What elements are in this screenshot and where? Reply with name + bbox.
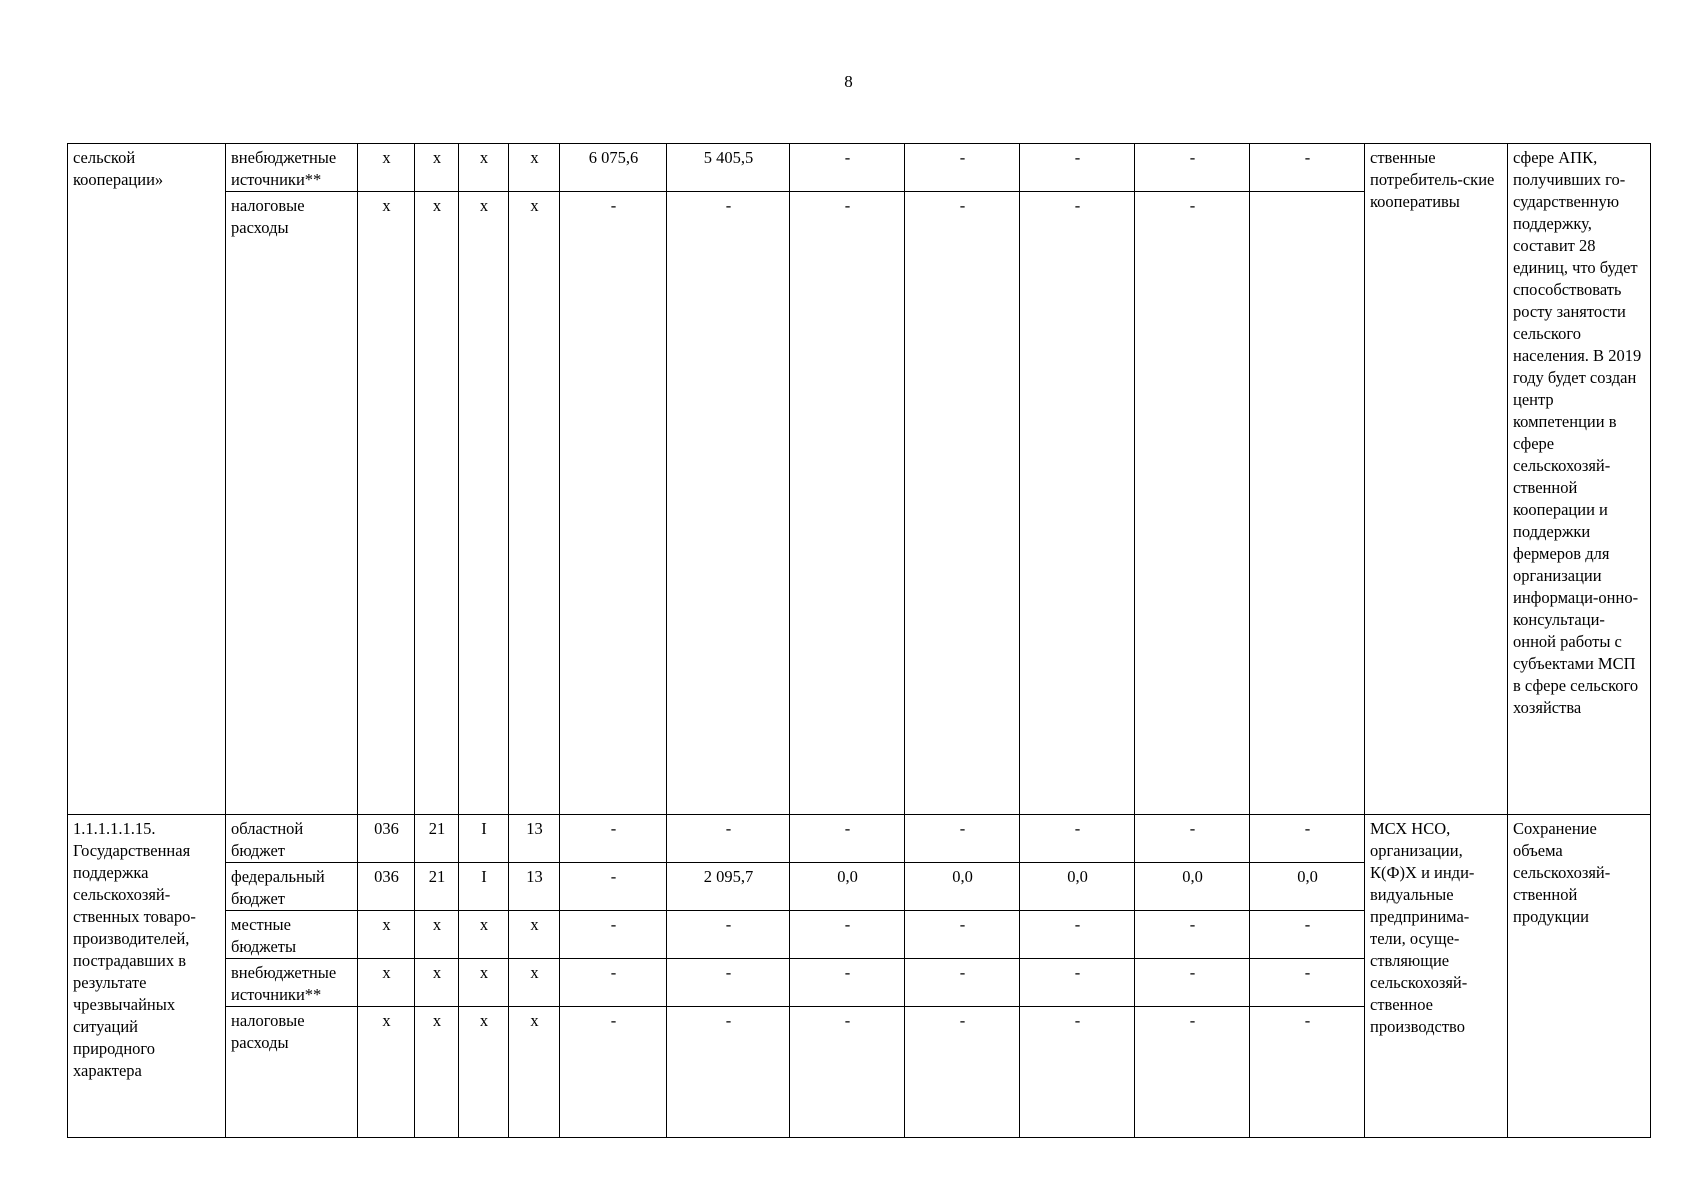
budget-code-cell: 13 bbox=[509, 863, 560, 911]
amount-cell: - bbox=[1250, 144, 1365, 192]
amount-cell: 0,0 bbox=[1135, 863, 1250, 911]
amount-cell: - bbox=[1020, 1007, 1135, 1138]
budget-code-cell: х bbox=[415, 144, 459, 192]
page-number: 8 bbox=[844, 72, 853, 91]
budget-code-cell: х bbox=[358, 959, 415, 1007]
activity-name-cell: сельской кооперации» bbox=[68, 144, 226, 815]
amount-cell: - bbox=[560, 959, 667, 1007]
amount-cell: - bbox=[1250, 1007, 1365, 1138]
table-row bbox=[68, 815, 1651, 863]
result-cell: Сохранение объема сельскохозяй-ственной продукции bbox=[1508, 815, 1651, 1138]
amount-cell: - bbox=[1135, 959, 1250, 1007]
amount-cell: - bbox=[790, 911, 905, 959]
program-activities-table bbox=[67, 143, 1651, 1138]
amount-cell: 2 095,7 bbox=[667, 863, 790, 911]
budget-code-cell: х bbox=[509, 192, 560, 815]
budget-code-cell: 036 bbox=[358, 863, 415, 911]
funding-source-cell: налоговые расходы bbox=[226, 1007, 358, 1138]
funding-source-cell: налоговые расходы bbox=[226, 192, 358, 815]
funding-source-cell: областной бюджет bbox=[226, 815, 358, 863]
amount-cell: - bbox=[905, 1007, 1020, 1138]
amount-cell: - bbox=[560, 911, 667, 959]
budget-code-cell: х bbox=[358, 192, 415, 815]
budget-code-cell: х bbox=[509, 1007, 560, 1138]
budget-code-cell: х bbox=[358, 911, 415, 959]
amount-cell: - bbox=[905, 959, 1020, 1007]
amount-cell: - bbox=[1250, 959, 1365, 1007]
amount-cell: - bbox=[905, 192, 1020, 815]
funding-source-cell: местные бюджеты bbox=[226, 911, 358, 959]
amount-cell: - bbox=[1020, 144, 1135, 192]
amount-cell: - bbox=[1020, 192, 1135, 815]
budget-code-cell: х bbox=[459, 144, 509, 192]
budget-code-cell: I bbox=[459, 863, 509, 911]
amount-cell: - bbox=[1250, 911, 1365, 959]
amount-cell: - bbox=[1020, 959, 1135, 1007]
budget-code-cell: х bbox=[459, 959, 509, 1007]
executor-cell: МСХ НСО, организации, К(Ф)Х и инди-видуальные предпринима-тели, осуще-ствляющие сельскохозяй-ственное производство bbox=[1365, 815, 1508, 1138]
funding-source-cell: федеральный бюджет bbox=[226, 863, 358, 911]
budget-code-cell: х bbox=[415, 959, 459, 1007]
amount-cell: - bbox=[1135, 911, 1250, 959]
budget-code-cell: х bbox=[415, 1007, 459, 1138]
budget-code-cell: х bbox=[509, 144, 560, 192]
amount-cell: - bbox=[790, 144, 905, 192]
result-cell: сфере АПК, получивших го-сударственную поддержку, составит 28 единиц, что будет способствовать росту занятости сельского населения. В 2019 году будет создан центр компетенции в сфере сельскохозяй-ственной кооперации и поддержки фермеров для организации информаци-онно-консультаци-онной работы с субъектами МСП в сфере сельского хозяйства bbox=[1508, 144, 1651, 815]
budget-code-cell: 13 bbox=[509, 815, 560, 863]
amount-cell: - bbox=[790, 1007, 905, 1138]
amount-cell: 6 075,6 bbox=[560, 144, 667, 192]
amount-cell: - bbox=[790, 959, 905, 1007]
amount-cell: - bbox=[1250, 815, 1365, 863]
budget-code-cell: 036 bbox=[358, 815, 415, 863]
table-body bbox=[68, 144, 1651, 1138]
budget-code-cell: х bbox=[509, 959, 560, 1007]
funding-source-cell: внебюджетные источники** bbox=[226, 144, 358, 192]
funding-source-cell: внебюджетные источники** bbox=[226, 959, 358, 1007]
amount-cell: 5 405,5 bbox=[667, 144, 790, 192]
amount-cell: - bbox=[1135, 192, 1250, 815]
amount-cell: 0,0 bbox=[1250, 863, 1365, 911]
amount-cell bbox=[1250, 192, 1365, 815]
budget-code-cell: х bbox=[459, 192, 509, 815]
amount-cell: - bbox=[790, 192, 905, 815]
budget-code-cell: х bbox=[415, 192, 459, 815]
amount-cell: 0,0 bbox=[790, 863, 905, 911]
amount-cell: - bbox=[1020, 815, 1135, 863]
amount-cell: - bbox=[905, 144, 1020, 192]
table-row bbox=[68, 144, 1651, 192]
amount-cell: 0,0 bbox=[905, 863, 1020, 911]
budget-code-cell: х bbox=[509, 911, 560, 959]
budget-code-cell: х bbox=[415, 911, 459, 959]
amount-cell: - bbox=[667, 1007, 790, 1138]
amount-cell: - bbox=[560, 863, 667, 911]
budget-code-cell: х bbox=[459, 1007, 509, 1138]
amount-cell: - bbox=[1135, 1007, 1250, 1138]
amount-cell: - bbox=[560, 192, 667, 815]
budget-code-cell: х bbox=[459, 911, 509, 959]
amount-cell: - bbox=[1135, 815, 1250, 863]
amount-cell: 0,0 bbox=[1020, 863, 1135, 911]
executor-cell: ственные потребитель-ские кооперативы bbox=[1365, 144, 1508, 815]
activity-name-cell: 1.1.1.1.1.15. Государственная поддержка сельскохозяй-ственных товаро-производителей, пострадавших в результате чрезвычайных ситуаций природного характера bbox=[68, 815, 226, 1138]
amount-cell: - bbox=[1135, 144, 1250, 192]
amount-cell: - bbox=[667, 959, 790, 1007]
amount-cell: - bbox=[790, 815, 905, 863]
amount-cell: - bbox=[560, 815, 667, 863]
budget-code-cell: 21 bbox=[415, 863, 459, 911]
amount-cell: - bbox=[1020, 911, 1135, 959]
budget-code-cell: 21 bbox=[415, 815, 459, 863]
budget-code-cell: х bbox=[358, 144, 415, 192]
budget-code-cell: х bbox=[358, 1007, 415, 1138]
amount-cell: - bbox=[667, 911, 790, 959]
amount-cell: - bbox=[667, 192, 790, 815]
amount-cell: - bbox=[560, 1007, 667, 1138]
amount-cell: - bbox=[905, 815, 1020, 863]
amount-cell: - bbox=[667, 815, 790, 863]
budget-code-cell: I bbox=[459, 815, 509, 863]
amount-cell: - bbox=[905, 911, 1020, 959]
